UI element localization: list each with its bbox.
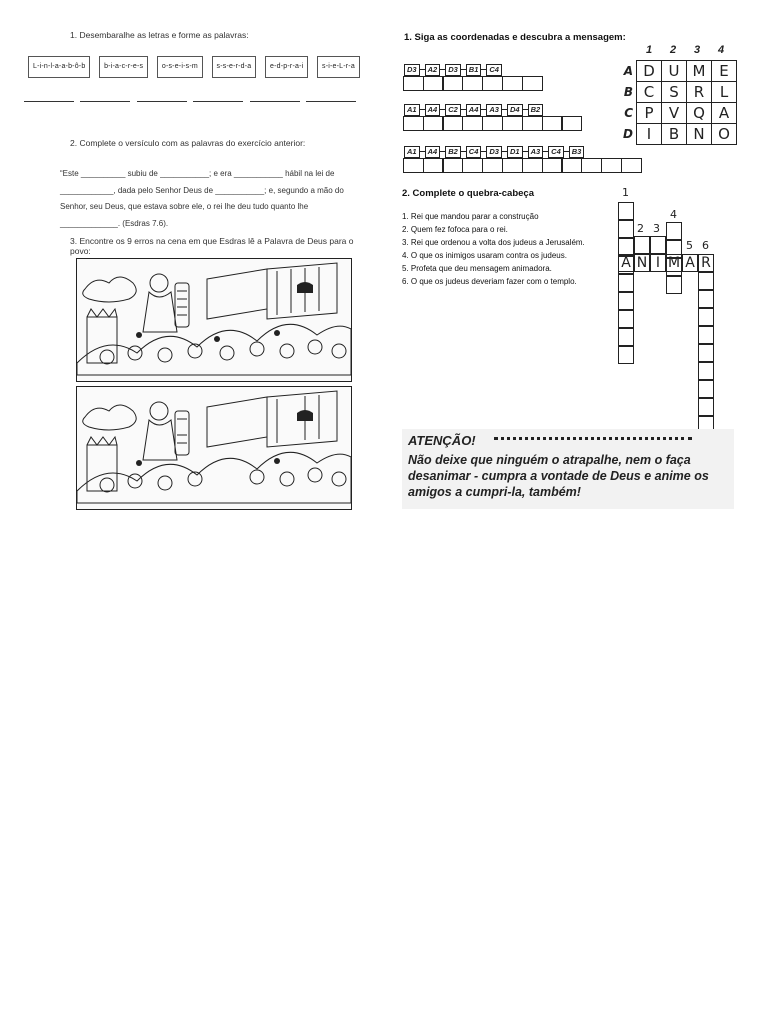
scrambled-words-row <box>28 56 360 78</box>
crossword-cell[interactable] <box>666 276 682 294</box>
coordinate-code: A4 <box>425 104 441 116</box>
coordinate-code: D4 <box>507 104 523 116</box>
grid-cell: P <box>637 103 662 124</box>
clue: 4. O que os inimigos usaram contra os judeus. <box>402 251 567 260</box>
answer-box[interactable] <box>542 116 563 131</box>
answer-blank[interactable] <box>250 100 300 102</box>
clue: 5. Profeta que deu mensagem animadora. <box>402 264 552 273</box>
coordinate-code: C2 <box>445 104 461 116</box>
grid-cell: V <box>662 103 687 124</box>
crossword-cell[interactable] <box>634 236 650 254</box>
answer-box[interactable] <box>542 158 563 173</box>
dotted-leader <box>494 437 692 440</box>
answer-box[interactable] <box>403 158 424 173</box>
grid-column-number: 4 <box>718 44 725 56</box>
answer-box[interactable] <box>462 116 483 131</box>
answer-box[interactable] <box>423 116 444 131</box>
coordinate-code: A1 <box>404 146 420 158</box>
grid-cell: M <box>687 61 712 82</box>
grid-cell: R <box>687 82 712 103</box>
answer-boxes-1 <box>404 76 543 91</box>
answer-box[interactable] <box>482 116 503 131</box>
answer-box[interactable] <box>442 116 463 131</box>
answer-box[interactable] <box>482 158 503 173</box>
ezra-scene-illustration-bottom <box>76 386 352 510</box>
verse-line: _____________. (Esdras 7.6). <box>60 218 169 228</box>
crossword-cell[interactable] <box>618 220 634 238</box>
coordinate-code: A4 <box>425 146 441 158</box>
answer-box[interactable] <box>403 116 424 131</box>
answer-box[interactable] <box>502 76 523 91</box>
grid-column-number: 1 <box>646 44 653 56</box>
crossword-cell[interactable] <box>698 344 714 362</box>
crossword-cell[interactable]: R <box>698 254 714 272</box>
coordinate-code: A3 <box>528 146 544 158</box>
crossword-cell[interactable] <box>666 222 682 240</box>
answer-boxes-3 <box>404 158 642 173</box>
answer-box[interactable] <box>502 158 523 173</box>
answer-blank[interactable] <box>193 100 243 102</box>
scrambled-word-box: e-d-p-r-a-i <box>265 56 308 78</box>
verse-line: ____________, dada pelo Senhor Deus de ___________; e, segundo a mão do <box>60 185 344 195</box>
crossword-cell[interactable] <box>618 238 634 256</box>
verse-line: Senhor, seu Deus, que estava sobre ele, o rei lhe deu tudo quanto lhe <box>60 202 309 211</box>
scene-drawing <box>77 387 351 509</box>
attention-box <box>402 429 734 509</box>
crossword-cell[interactable] <box>698 398 714 416</box>
coordinate-code: D3 <box>404 64 420 76</box>
grid-cell: B <box>662 124 687 145</box>
grid-cell: N <box>687 124 712 145</box>
crossword-cell[interactable] <box>618 274 634 292</box>
attention-message: Não deixe que ninguém o atrapalhe, nem o faça desanimar - cumpra a vontade de Deus e anime os amigos a cumpri-la, também! <box>408 453 709 499</box>
answer-box[interactable] <box>522 116 543 131</box>
coordinate-code: C4 <box>548 146 564 158</box>
clue: 6. O que os judeus deveriam fazer com o templo. <box>402 277 577 286</box>
crossword-cell[interactable]: A <box>682 254 698 272</box>
coordinate-code: A4 <box>466 104 482 116</box>
coordinate-code: B2 <box>528 104 544 116</box>
grid-cell: E <box>712 61 737 82</box>
answer-boxes-2 <box>404 116 582 131</box>
crossword-cell[interactable] <box>618 256 634 274</box>
question-2-heading: 2. Complete o versículo com as palavras do exercício anterior: <box>70 138 306 148</box>
scrambled-word-box: s-s-e-r-d-a <box>212 56 257 78</box>
crossword-number: 6 <box>702 239 709 252</box>
crossword-clues <box>402 210 585 288</box>
coordinates-heading: 1. Siga as coordenadas e descubra a mensagem: <box>404 32 626 43</box>
coordinate-sequence-3 <box>404 146 584 158</box>
coordinate-code: B3 <box>569 146 585 158</box>
question-3-heading: 3. Encontre os 9 erros na cena em que Esdras lê a Palavra de Deus para o povo: <box>70 236 354 256</box>
answer-blank[interactable] <box>137 100 187 102</box>
coordinate-code: D3 <box>486 146 502 158</box>
answer-box[interactable] <box>423 158 444 173</box>
answer-box[interactable] <box>462 158 483 173</box>
answer-box[interactable] <box>522 76 543 91</box>
crossword-cell[interactable] <box>618 292 634 310</box>
crossword-number: 5 <box>686 239 693 252</box>
crossword-cell[interactable] <box>698 308 714 326</box>
answer-box[interactable] <box>442 158 463 173</box>
question-1-heading: 1. Desembaralhe as letras e forme as palavras: <box>70 30 249 40</box>
answer-box[interactable] <box>581 158 602 173</box>
crossword-cell[interactable] <box>618 346 634 364</box>
answer-box[interactable] <box>482 76 503 91</box>
grid-column-number: 3 <box>694 44 701 56</box>
coordinate-code: A1 <box>404 104 420 116</box>
grid-cell: Q <box>687 103 712 124</box>
answer-box[interactable] <box>442 76 463 91</box>
crossword-heading: 2. Complete o quebra-cabeça <box>402 188 534 199</box>
crossword-cell[interactable] <box>698 326 714 344</box>
grid-cell: L <box>712 82 737 103</box>
grid-cell: I <box>637 124 662 145</box>
crossword-cell[interactable] <box>666 240 682 258</box>
clue: 1. Rei que mandou parar a construção <box>402 212 539 221</box>
answer-box[interactable] <box>462 76 483 91</box>
answer-box[interactable] <box>561 158 582 173</box>
answer-blanks-row <box>24 100 356 102</box>
crossword-cell[interactable] <box>650 236 666 254</box>
answer-box[interactable] <box>522 158 543 173</box>
grid-cell: C <box>637 82 662 103</box>
answer-box[interactable] <box>403 76 424 91</box>
crossword-number: 4 <box>670 208 677 221</box>
coordinate-sequence-1 <box>404 64 502 76</box>
crossword-cell[interactable] <box>698 272 714 290</box>
grid-row-label: B <box>623 85 633 99</box>
scrambled-word-box: L-i-n-l-a-a-b-ô-b <box>28 56 90 78</box>
coordinate-code: C4 <box>486 64 502 76</box>
grid-cell: D <box>637 61 662 82</box>
crossword-cell[interactable]: M <box>667 255 681 271</box>
crossword-number: 2 <box>637 222 644 235</box>
coordinate-code: D1 <box>507 146 523 158</box>
crossword-cell[interactable] <box>618 202 634 220</box>
grid-column-number: 2 <box>670 44 677 56</box>
crossword-cell[interactable] <box>698 380 714 398</box>
verse-line: “Este __________ subiu de ___________; e era ___________ hábil na lei de <box>60 169 335 178</box>
answer-blank[interactable] <box>80 100 130 102</box>
grid-cell: S <box>662 82 687 103</box>
crossword-number: 1 <box>622 186 629 199</box>
crossword-cell[interactable] <box>618 310 634 328</box>
left-worksheet-page <box>24 22 366 510</box>
scrambled-word-box: s-i-e-L-r-a <box>317 56 360 78</box>
letter-coordinate-grid <box>620 60 737 145</box>
coordinate-code: A2 <box>425 64 441 76</box>
right-worksheet-page <box>398 22 738 510</box>
clue: 2. Quem fez fofoca para o rei. <box>402 225 508 234</box>
answer-box[interactable] <box>561 116 582 131</box>
crossword-cell[interactable]: I <box>650 254 666 272</box>
attention-title: ATENÇÃO! <box>408 433 476 448</box>
crossword-cell[interactable] <box>618 328 634 346</box>
scene-drawing <box>77 259 351 381</box>
coordinate-code: D3 <box>445 64 461 76</box>
verse-text <box>60 166 356 232</box>
answer-blank[interactable] <box>306 100 356 102</box>
grid-cell: A <box>712 103 737 124</box>
answer-box[interactable] <box>601 158 622 173</box>
coordinate-code: B1 <box>466 64 482 76</box>
grid-row-label: D <box>623 127 633 141</box>
answer-box[interactable] <box>621 158 642 173</box>
grid-cell: U <box>662 61 687 82</box>
grid-row-label: C <box>624 106 633 120</box>
crossword-cell[interactable]: N <box>634 254 650 272</box>
grid-row-label: A <box>623 64 633 78</box>
coordinate-code: A3 <box>486 104 502 116</box>
crossword-cell[interactable] <box>666 258 682 276</box>
coordinate-code: B2 <box>445 146 461 158</box>
scrambled-word-box: b-i-a-c-r-e-s <box>99 56 148 78</box>
crossword-number: 3 <box>653 222 660 235</box>
coordinate-code: C4 <box>466 146 482 158</box>
answer-box[interactable] <box>502 116 523 131</box>
coordinate-sequence-2 <box>404 104 543 116</box>
answer-blank[interactable] <box>24 100 74 102</box>
answer-box[interactable] <box>423 76 444 91</box>
clue: 3. Rei que ordenou a volta dos judeus a Jerusalém. <box>402 238 585 247</box>
scrambled-word-box: o-s-e-i-s-m <box>157 56 203 78</box>
crossword-cell[interactable]: A <box>618 254 634 272</box>
grid-cell: O <box>712 124 737 145</box>
crossword-cell[interactable] <box>698 290 714 308</box>
ezra-scene-illustration-top <box>76 258 352 382</box>
crossword-cell[interactable] <box>698 362 714 380</box>
